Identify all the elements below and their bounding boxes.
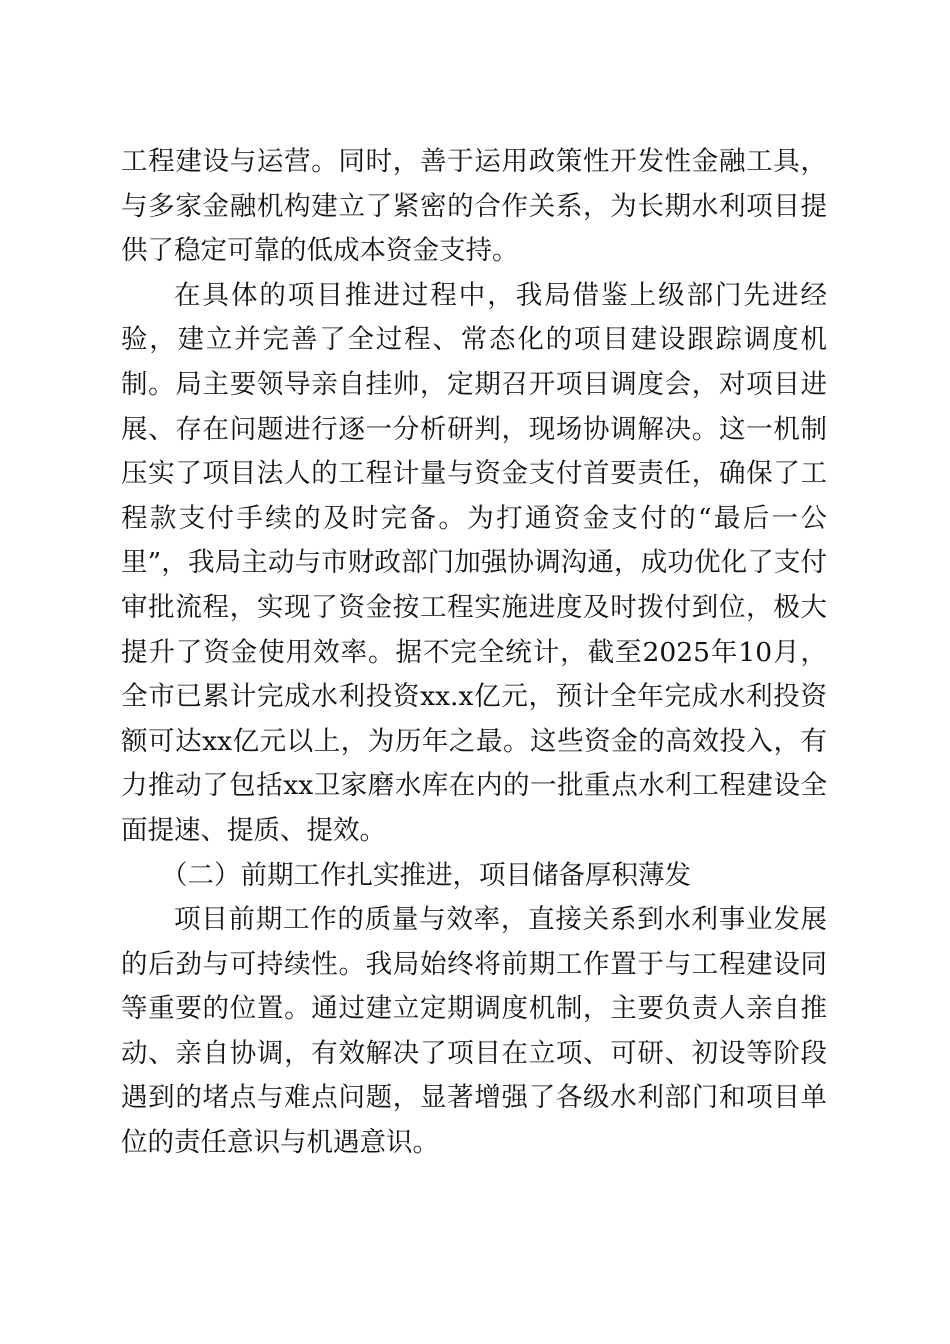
document-body: [121, 140, 827, 1166]
paragraph-continuation: 工程建设与运营。同时，善于运用政策性开发性金融工具，与多家金融机构建立了紧密的合作关系，为长期水利项目提供了稳定可靠的低成本资金支持。: [121, 146, 827, 267]
paragraph-preliminary-work: 项目前期工作的质量与效率，直接关系到水利事业发展的后劲与可持续性。我局始终将前期工作置于与工程建设同等重要的位置。通过建立定期调度机制，主要负责人亲自推动、亲自协调，有效解决了项目在立项、可研、初设等阶段遇到的堵点与难点问题，显著增强了各级水利部门和项目单位的责任意识与机遇意识。: [121, 904, 827, 1159]
paragraph-project-tracking: 在具体的项目推进过程中，我局借鉴上级部门先进经验，建立并完善了全过程、常态化的项目建设跟踪调度机制。局主要领导亲自挂帅，定期召开项目调度会，对项目进展、存在问题进行逐一分析研判，现场协调解决。这一机制压实了项目法人的工程计量与资金支付首要责任，确保了工程款支付手续的及时完备。为打通资金支付的“最后一公里”，我局主动与市财政部门加强协调沟通，成功优化了支付审批流程，实现了资金按工程实施进度及时拨付到位，极大提升了资金使用效率。据不完全统计，截至2025年10月，全市已累计完成水利投资xx.x亿元，预计全年完成水利投资额可达xx亿元以上，为历年之最。这些资金的高效投入，有力推动了包括xx卫家磨水库在内的一批重点水利工程建设全面提速、提质、提效。: [121, 279, 827, 846]
section-heading: （二）前期工作扎实推进，项目储备厚积薄发: [161, 859, 691, 891]
